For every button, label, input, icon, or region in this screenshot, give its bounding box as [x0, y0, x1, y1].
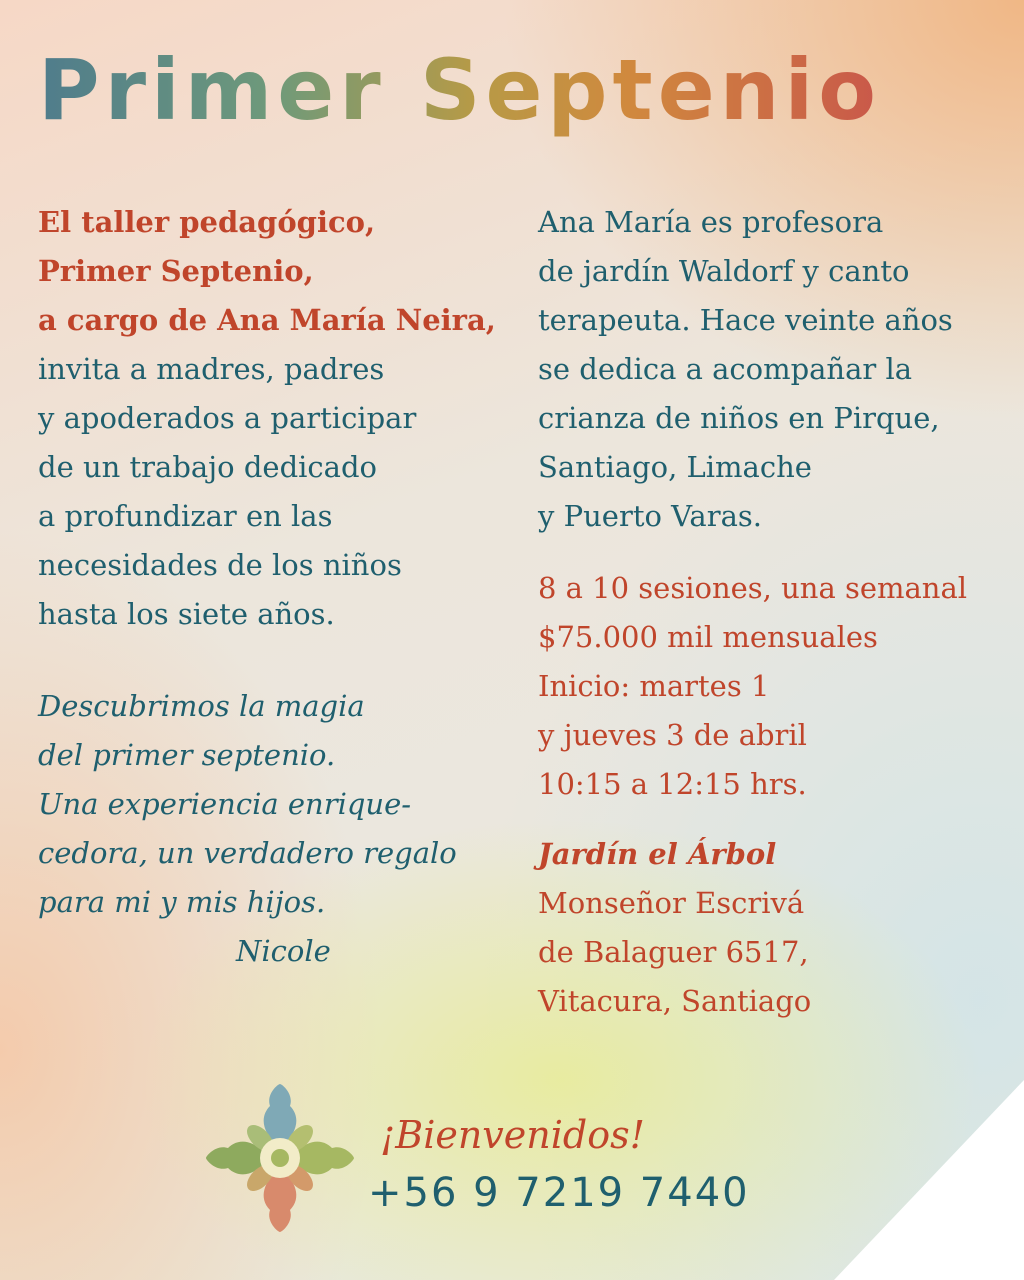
details-line: y jueves 3 de abril	[538, 718, 807, 752]
bio-line: Santiago, Limache	[538, 450, 812, 484]
intro-highlight	[38, 198, 508, 345]
bio-line: y Puerto Varas.	[538, 499, 762, 533]
intro-body	[38, 345, 508, 639]
intro-body-line: necesidades de los niños	[38, 548, 402, 582]
details-line: $75.000 mil mensuales	[538, 620, 878, 654]
testimonial-line: Descubrimos la magia	[38, 689, 365, 723]
flower-icon	[204, 1082, 356, 1234]
phone-number: +56 9 7219 7440	[368, 1170, 750, 1216]
bio-line: de jardín Waldorf y canto	[538, 254, 910, 288]
testimonial-line: del primer septenio.	[38, 738, 336, 772]
intro-body-line: hasta los siete años.	[38, 597, 335, 631]
intro-body-line: y apoderados a participar	[38, 401, 417, 435]
welcome-text: ¡Bienvenidos!	[380, 1113, 645, 1157]
intro-column	[38, 198, 508, 639]
venue-address-line: Monseñor Escrivá	[538, 886, 805, 920]
session-details	[538, 564, 1008, 809]
testimonial	[38, 682, 508, 976]
testimonial-line: Una experiencia enrique-	[38, 787, 412, 821]
page-title: Primer Septenio	[38, 41, 881, 139]
intro-body-line: de un trabajo dedicado	[38, 450, 377, 484]
corner-decoration	[834, 1080, 1024, 1280]
bio-line: se dedica a acompañar la	[538, 352, 913, 386]
intro-highlight-line: Primer Septenio,	[38, 254, 314, 288]
details-line: 10:15 a 12:15 hrs.	[538, 767, 807, 801]
venue-address-line: de Balaguer 6517,	[538, 935, 809, 969]
testimonial-author: Nicole	[236, 934, 331, 968]
intro-body-line: invita a madres, padres	[38, 352, 385, 386]
venue	[538, 830, 1008, 1026]
intro-highlight-line: El taller pedagógico,	[38, 205, 376, 239]
venue-name: Jardín el Árbol	[538, 837, 777, 871]
details-line: 8 a 10 sesiones, una semanal	[538, 571, 968, 605]
venue-address-line: Vitacura, Santiago	[538, 984, 812, 1018]
bio-line: crianza de niños en Pirque,	[538, 401, 940, 435]
intro-highlight-line: a cargo de Ana María Neira,	[38, 303, 496, 337]
details-line: Inicio: martes 1	[538, 669, 770, 703]
bio-line: Ana María es profesora	[538, 205, 884, 239]
bio-line: terapeuta. Hace veinte años	[538, 303, 953, 337]
intro-body-line: a profundizar en las	[38, 499, 333, 533]
bio-column	[538, 198, 1008, 541]
testimonial-line: cedora, un verdadero regalo	[38, 836, 457, 870]
testimonial-line: para mi y mis hijos.	[38, 885, 326, 919]
